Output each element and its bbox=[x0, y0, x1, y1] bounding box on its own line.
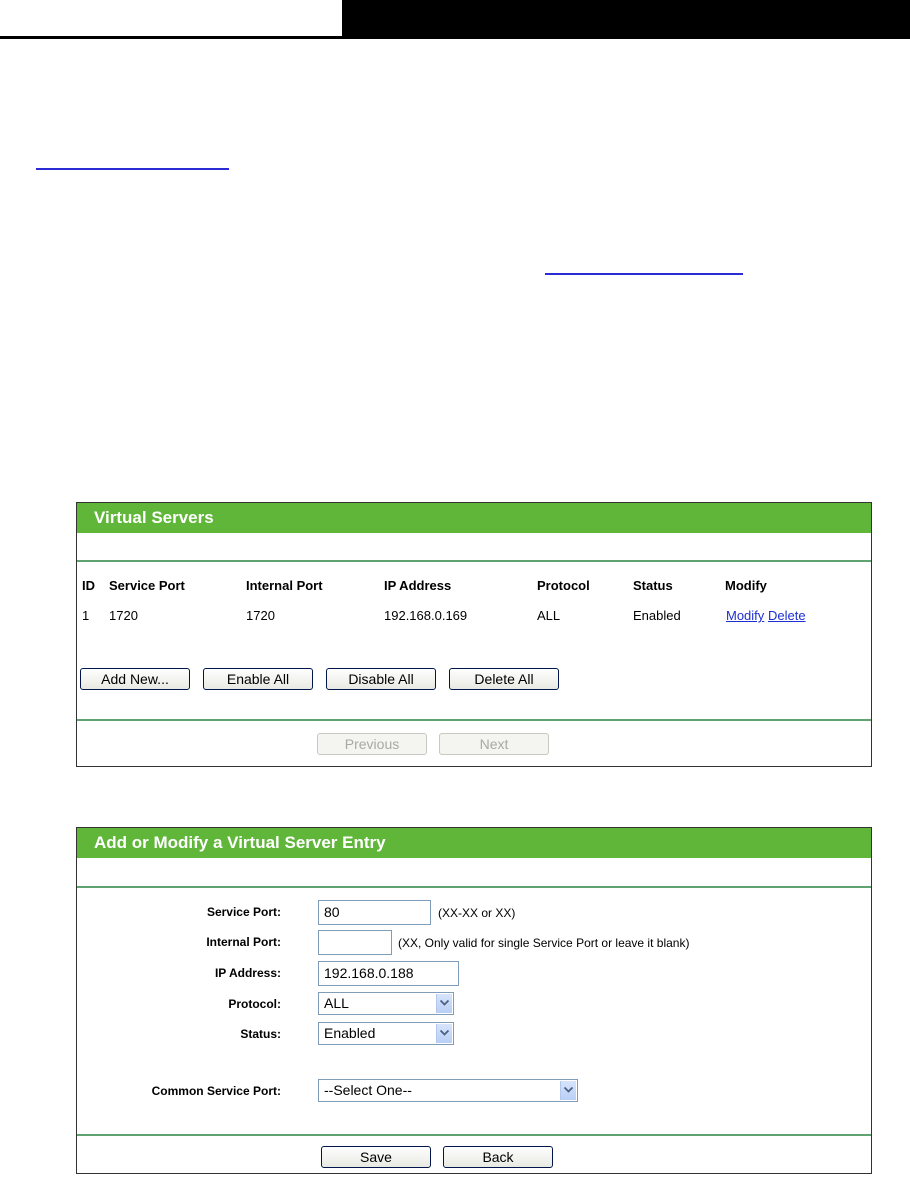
delete-link[interactable]: Delete bbox=[768, 608, 806, 623]
status-selected-value: Enabled bbox=[324, 1025, 376, 1041]
service-port-hint: (XX-XX or XX) bbox=[438, 906, 516, 920]
protocol-selected-value: ALL bbox=[324, 995, 349, 1011]
entry-form-panel bbox=[76, 827, 872, 1174]
chevron-down-icon[interactable] bbox=[436, 1024, 452, 1043]
cell-internal-port: 1720 bbox=[246, 608, 275, 623]
modify-link[interactable]: Modify bbox=[726, 608, 765, 623]
internal-port-input[interactable] bbox=[318, 930, 392, 955]
next-button[interactable]: Next bbox=[439, 733, 549, 755]
document-link-underline[interactable] bbox=[36, 168, 229, 170]
cell-status: Enabled bbox=[633, 608, 681, 623]
panel-title: Add or Modify a Virtual Server Entry bbox=[77, 828, 871, 858]
cell-service-port: 1720 bbox=[109, 608, 138, 623]
add-new-button[interactable]: Add New... bbox=[80, 668, 190, 690]
enable-all-button[interactable]: Enable All bbox=[203, 668, 313, 690]
col-protocol: Protocol bbox=[537, 578, 590, 593]
col-service-port: Service Port bbox=[109, 578, 185, 593]
back-button[interactable]: Back bbox=[443, 1146, 553, 1168]
status-label: Status: bbox=[240, 1027, 281, 1041]
common-service-port-selected-value: --Select One-- bbox=[324, 1082, 412, 1098]
previous-button[interactable]: Previous bbox=[317, 733, 427, 755]
common-service-port-select[interactable] bbox=[318, 1079, 578, 1102]
protocol-select[interactable] bbox=[318, 992, 454, 1015]
page-header-strip bbox=[0, 0, 910, 40]
service-port-input[interactable]: 80 bbox=[318, 900, 431, 925]
col-modify: Modify bbox=[725, 578, 767, 593]
separator-line bbox=[77, 719, 871, 721]
disable-all-button[interactable]: Disable All bbox=[326, 668, 436, 690]
common-service-port-label: Common Service Port: bbox=[151, 1084, 281, 1098]
ip-address-label: IP Address: bbox=[214, 966, 281, 980]
chevron-down-icon[interactable] bbox=[436, 994, 452, 1013]
protocol-label: Protocol: bbox=[228, 997, 281, 1011]
virtual-servers-panel bbox=[76, 502, 872, 767]
col-ip-address: IP Address bbox=[384, 578, 452, 593]
header-left-block bbox=[0, 0, 342, 39]
separator-line bbox=[77, 886, 871, 888]
chevron-down-icon[interactable] bbox=[560, 1081, 576, 1100]
service-port-label: Service Port: bbox=[206, 905, 281, 919]
cell-ip-address: 192.168.0.169 bbox=[384, 608, 468, 623]
separator-line bbox=[77, 560, 871, 562]
col-status: Status bbox=[633, 578, 673, 593]
internal-port-hint: (XX, Only valid for single Service Port or leave it blank) bbox=[398, 936, 690, 950]
save-button[interactable]: Save bbox=[321, 1146, 431, 1168]
status-select[interactable] bbox=[318, 1022, 454, 1045]
col-internal-port: Internal Port bbox=[246, 578, 323, 593]
panel-title: Virtual Servers bbox=[77, 503, 871, 533]
header-right-block bbox=[342, 0, 910, 39]
internal-port-label: Internal Port: bbox=[206, 935, 281, 949]
separator-line bbox=[77, 1134, 871, 1136]
document-link-underline[interactable] bbox=[545, 273, 743, 275]
cell-protocol: ALL bbox=[537, 608, 561, 623]
delete-all-button[interactable]: Delete All bbox=[449, 668, 559, 690]
cell-id: 1 bbox=[82, 608, 90, 623]
col-id: ID bbox=[82, 578, 95, 593]
ip-address-input[interactable]: 192.168.0.188 bbox=[318, 961, 459, 986]
